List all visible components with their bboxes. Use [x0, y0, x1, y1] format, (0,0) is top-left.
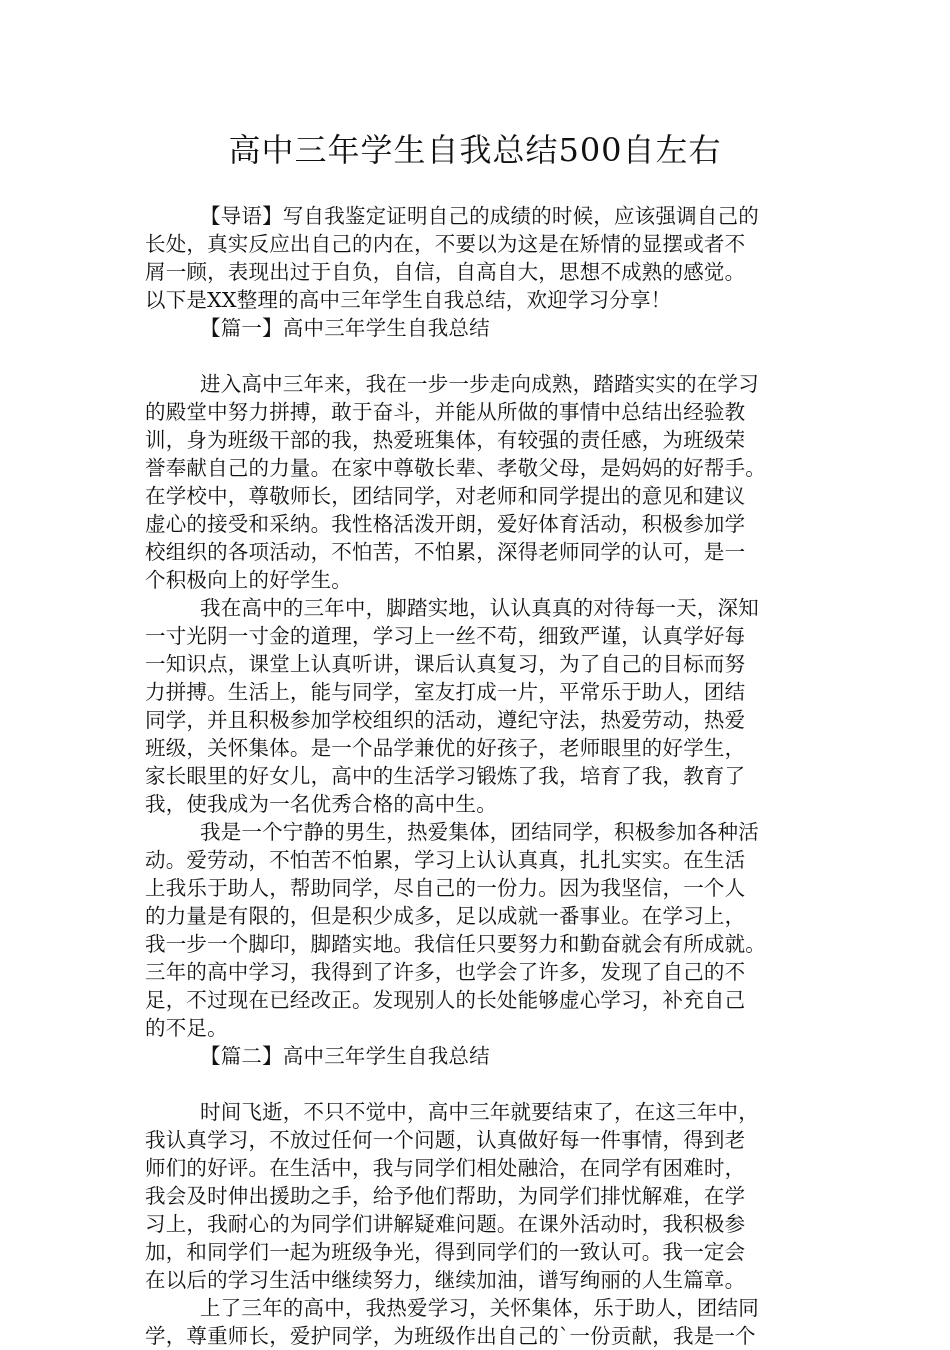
- paragraph-line: 校组织的各项活动，不怕苦，不怕累，深得老师同学的认可，是一: [145, 540, 746, 564]
- paragraph-line: 学，尊重师长，爱护同学，为班级作出自己的`一份贡献，我是一个: [145, 1324, 756, 1348]
- paragraph-line: 足，不过现在已经改正。发现别人的长处能够虚心学习，补充自己: [145, 988, 746, 1012]
- paragraph-line: 以下是XX整理的高中三年学生自我总结，欢迎学习分享！: [145, 288, 672, 312]
- paragraph-line: 动。爱劳动，不怕苦不怕累，学习上认认真真，扎扎实实。在生活: [145, 848, 746, 872]
- paragraph-line: 虚心的接受和采纳。我性格活泼开朗，爱好体育活动，积极参加学: [145, 512, 746, 536]
- paragraph-first-line: 时间飞逝，不只不觉中，高中三年就要结束了，在这三年中，: [200, 1100, 759, 1124]
- paragraph-line: 家长眼里的好女儿，高中的生活学习锻炼了我，培育了我，教育了: [145, 764, 746, 788]
- paragraph-line: 个积极向上的好学生。: [145, 568, 352, 592]
- paragraph-line: 一寸光阴一寸金的道理，学习上一丝不苟，细致严谨，认真学好每: [145, 624, 746, 648]
- paragraph-line: 我认真学习，不放过任何一个问题，认真做好每一件事情，得到老: [145, 1128, 746, 1152]
- paragraph-line: 的殿堂中努力拼搏，敢于奋斗，并能从所做的事情中总结出经验教: [145, 400, 746, 424]
- paragraph-line: 的力量是有限的，但是积少成多，足以成就一番事业。在学习上，: [145, 904, 746, 928]
- paragraph-line: 习上，我耐心的为同学们讲解疑难问题。在课外活动时，我积极参: [145, 1212, 746, 1236]
- paragraph-first-line: 【篇二】高中三年学生自我总结: [200, 1044, 490, 1068]
- paragraph-line: 一知识点，课堂上认真听讲，课后认真复习，为了自己的目标而努: [145, 652, 746, 676]
- paragraph-line: 三年的高中学习，我得到了许多，也学会了许多，发现了自己的不: [145, 960, 746, 984]
- paragraph-first-line: 我是一个宁静的男生，热爱集体，团结同学，积极参加各种活: [200, 820, 759, 844]
- paragraph-line: 上我乐于助人，帮助同学，尽自己的一份力。因为我坚信，一个人: [145, 876, 746, 900]
- paragraph-line: 誉奉献自己的力量。在家中尊敬长辈、孝敬父母，是妈妈的好帮手。: [145, 456, 766, 480]
- paragraph-line: 我，使我成为一名优秀合格的高中生。: [145, 792, 497, 816]
- paragraph-line: 加，和同学们一起为班级争光，得到同学们的一致认可。我一定会: [145, 1240, 746, 1264]
- paragraph-line: 力拼搏。生活上，能与同学，室友打成一片，平常乐于助人，团结: [145, 680, 746, 704]
- paragraph-line: 我会及时伸出援助之手，给予他们帮助，为同学们排忧解难，在学: [145, 1184, 746, 1208]
- blank-line: [145, 342, 825, 370]
- paragraph-line: 师们的好评。在生活中，我与同学们相处融洽，在同学有困难时，: [145, 1156, 746, 1180]
- document-title: 高中三年学生自我总结500自左右: [228, 131, 722, 169]
- paragraph-first-line: 进入高中三年来，我在一步一步走向成熟，踏踏实实的在学习: [200, 372, 759, 396]
- paragraph-line: 在以后的学习生活中继续努力，继续加油，谱写绚丽的人生篇章。: [145, 1268, 746, 1292]
- paragraph-line: 长处，真实反应出自己的内在，不要以为这是在矫情的显摆或者不: [145, 232, 746, 256]
- paragraph-line: 训，身为班级干部的我，热爱班集体，有较强的责任感，为班级荣: [145, 428, 746, 452]
- paragraph-first-line: 我在高中的三年中，脚踏实地，认认真真的对待每一天，深知: [200, 596, 759, 620]
- paragraph-line: 同学，并且积极参加学校组织的活动，遵纪守法，热爱劳动，热爱: [145, 708, 746, 732]
- paragraph-line: 在学校中，尊敬师长，团结同学，对老师和同学提出的意见和建议: [145, 484, 746, 508]
- paragraph-line: 我一步一个脚印，脚踏实地。我信任只要努力和勤奋就会有所成就。: [145, 932, 766, 956]
- paragraph-first-line: 【导语】写自我鉴定证明自己的成绩的时候，应该强调自己的: [200, 204, 759, 228]
- paragraph-first-line: 上了三年的高中，我热爱学习，关怀集体，乐于助人，团结同: [200, 1296, 759, 1320]
- paragraph-first-line: 【篇一】高中三年学生自我总结: [200, 316, 490, 340]
- blank-line: [145, 1070, 825, 1098]
- paragraph-line: 屑一顾，表现出过于自负，自信，自高自大，思想不成熟的感觉。: [145, 260, 746, 284]
- paragraph-line: 班级，关怀集体。是一个品学兼优的好孩子，老师眼里的好学生，: [145, 736, 746, 760]
- paragraph-line: 的不足。: [145, 1016, 228, 1040]
- document-body: [145, 202, 825, 1350]
